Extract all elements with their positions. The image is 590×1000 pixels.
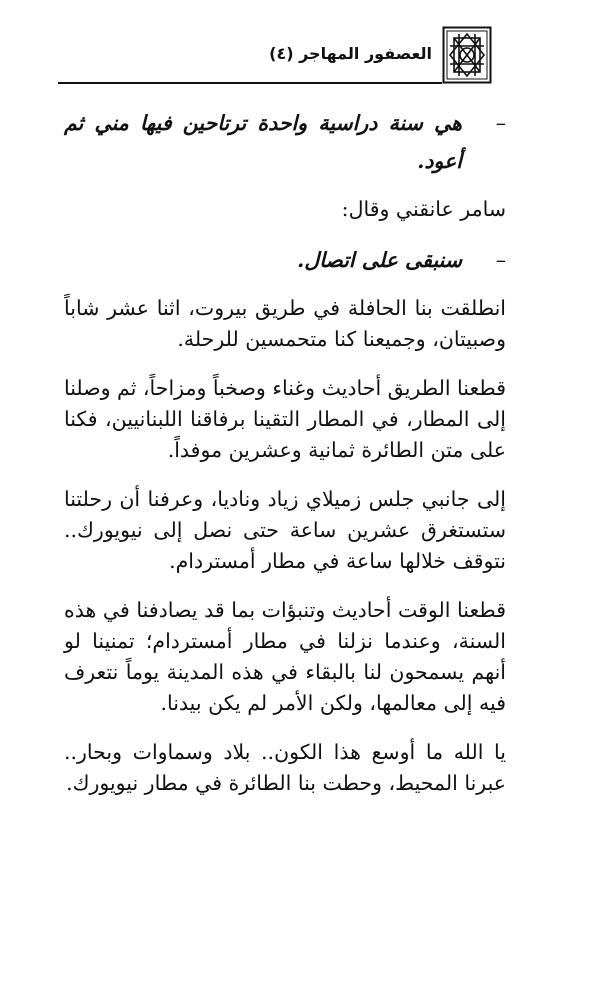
dialogue-text: هي سنة دراسية واحدة ترتاحين فيها مني ثم أعود. xyxy=(64,111,462,173)
dialogue-dash: – xyxy=(495,248,506,272)
page-header xyxy=(0,0,590,92)
paragraph: قطعنا الوقت أحاديث وتنبؤات بما قد يصادفنا في هذه السنة، وعندما نزلنا في مطار أمستردام؛ تمنينا لو أنهم يسمحون لنا بالبقاء في هذه المدينة يوماً نتعرف فيه إلى معالمها، ولكن الأمر لم يكن بيدنا. xyxy=(64,598,506,715)
dialogue-dash: – xyxy=(495,111,506,135)
running-header-title: العصفور المهاجر (٤) xyxy=(269,44,432,63)
paragraph: انطلقت بنا الحافلة في طريق بيروت، اثنا عشر شاباً وصبيتان، وجميعنا كنا متحمسين للرحلة. xyxy=(64,296,506,351)
paragraph: إلى جانبي جلس زميلاي زياد ونادیا، وعرفنا أن رحلتنا ستستغرق عشرين ساعة حتى نصل إلى نيويورك.. نتوقف خلالها ساعة في مطار أمستردام. xyxy=(64,487,506,573)
dialogue-line xyxy=(64,104,506,180)
header-divider xyxy=(58,82,442,84)
dialogue-line xyxy=(64,241,506,279)
speaker-line: سامر عانقني وقال: xyxy=(341,197,506,221)
arabesque-knot-ornament-icon xyxy=(442,26,492,84)
paragraph: يا الله ما أوسع هذا الكون.. بلاد وسماوات وبحار.. عبرنا المحيط، وحطت بنا الطائرة في مطار نيويورك. xyxy=(64,740,506,795)
paragraph: قطعنا الطريق أحاديث وغناء وصخباً ومزاحاً، ثم وصلنا إلى المطار، في المطار التقينا برفاقنا اللبنانيين، فكنا على متن الطائرة ثمانية وعشرين موفداً. xyxy=(64,376,506,462)
dialogue-text: سنبقى على اتصال. xyxy=(297,248,462,272)
page-body xyxy=(64,104,506,817)
